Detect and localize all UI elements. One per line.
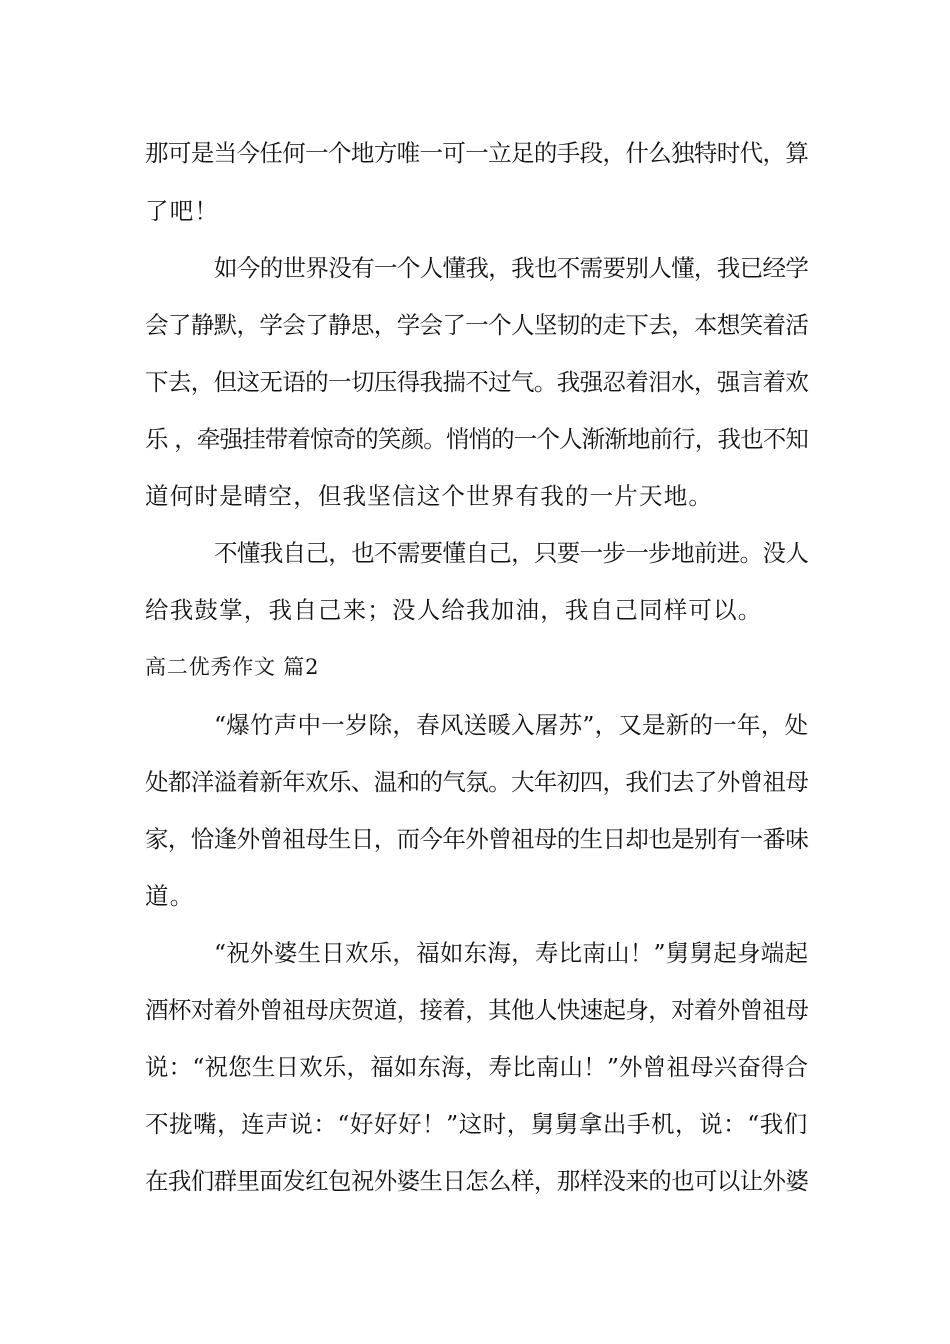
text-line: 那可是当今任何一个地方唯一可一立足的手段，什么独特时代，算 [145,139,809,167]
paragraph-first-line: “爆竹声中一岁除，春风送暖入屠苏”，又是新的一年，处 [214,711,809,739]
text-line: 不拢嘴，连声说：“好好好！”这时，舅舅拿出手机，说：“我们 [145,1110,808,1138]
text-line: 下去，但这无语的一切压得我揣不过气。我强忍着泪水，强言着欢 [145,368,809,396]
text-line: 给我鼓掌，我自己来；没人给我加油，我自己同样可以。 [145,596,763,624]
text-line: 乐 ，牵强挂带着惊奇的笑颜。悄悄的一个人渐渐地前行，我也不知 [145,425,808,453]
text-line: 了吧！ [145,197,220,225]
text-line: 道。 [145,882,195,910]
section-heading: 高二优秀作文 篇2 [145,655,320,679]
text-line: 在我们群里面发红包祝外婆生日怎么样，那样没来的也可以让外婆 [145,1167,809,1195]
text-line: 会了静默，学会了静思，学会了一个人坚韧的走下去，本想笑着活 [145,311,809,339]
text-line: 说：“祝您生日欢乐，福如东海，寿比南山！”外曾祖母兴奋得合 [145,1053,809,1081]
text-line: 酒杯对着外曾祖母庆贺道，接着，其他人快速起身，对着外曾祖母 [145,996,809,1024]
paragraph-first-line: “祝外婆生日欢乐，福如东海，寿比南山！”舅舅起身端起 [214,939,809,967]
paragraph-first-line: 不懂我自己，也不需要懂自己，只要一步一步地前进。没人 [214,539,809,567]
paragraph-first-line: 如今的世界没有一个人懂我，我也不需要别人懂，我已经学 [214,254,809,282]
text-line: 处都洋溢着新年欢乐、温和的气氛。大年初四，我们去了外曾祖母 [145,768,809,796]
text-line: 道何时是晴空，但我坚信这个世界有我的一片天地。 [145,482,714,510]
text-line: 家，恰逢外曾祖母生日，而今年外曾祖母的生日却也是别有一番味 [145,825,809,853]
